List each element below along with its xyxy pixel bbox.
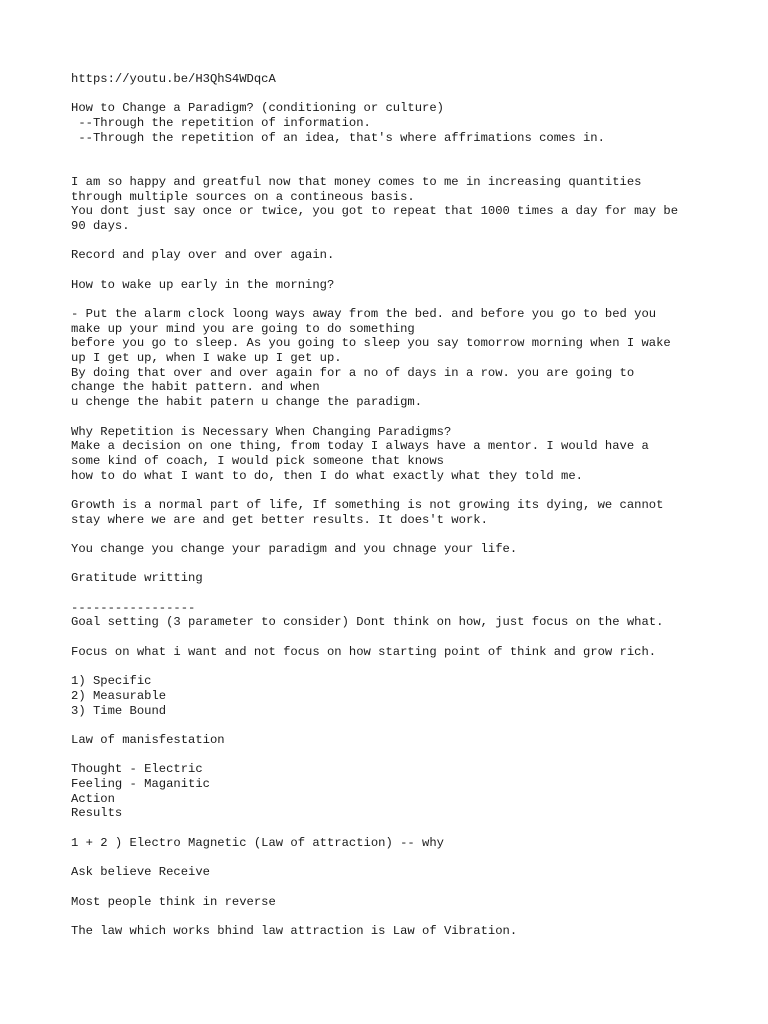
blank-line	[71, 718, 711, 733]
blank-line	[71, 527, 711, 542]
criteria-item: 3) Time Bound	[71, 703, 167, 718]
goal-text: Goal setting (3 parameter to consider) Dont think on how, just focus on the what.	[71, 615, 664, 630]
blank-line	[71, 748, 711, 763]
manifestation-step: Thought - Electric	[71, 762, 203, 777]
wake-text: up I get up, when I wake up I get up.	[71, 351, 342, 366]
repetition-text: how to do what I want to do, then I do what exactly what they told me.	[71, 468, 583, 483]
manifestation-step: Results	[71, 806, 123, 821]
vibration-text: The law which works bhind law attraction is Law of Vibration.	[71, 923, 518, 938]
blank-line	[71, 586, 711, 601]
blank-line	[71, 630, 711, 645]
blank-line	[71, 850, 711, 865]
paradigm-point: --Through the repetition of an idea, that's where affrimations comes in.	[71, 130, 605, 145]
blank-line	[71, 410, 711, 425]
ask-text: Ask believe Receive	[71, 865, 210, 880]
repetition-text: Make a decision on one thing, from today I always have a mentor. I would have a	[71, 439, 649, 454]
blank-line	[71, 292, 711, 307]
affirmation-text: I am so happy and greatful now that money comes to me in increasing quantities	[71, 174, 642, 189]
paradigm-point: --Through the repetition of information.	[71, 116, 371, 131]
affirmation-text: through multiple sources on a contineous basis.	[71, 189, 415, 204]
wake-text: before you go to sleep. As you going to sleep you say tomorrow morning when I wake	[71, 336, 671, 351]
wake-text: make up your mind you are going to do something	[71, 321, 415, 336]
reverse-text: Most people think in reverse	[71, 894, 276, 909]
manifestation-step: Feeling - Maganitic	[71, 777, 210, 791]
divider-line: -----------------	[71, 600, 196, 615]
repetition-text: some kind of coach, I would pick someone that knows	[71, 453, 444, 468]
electro-text: 1 + 2 ) Electro Magnetic (Law of attraction) -- why	[71, 835, 444, 850]
repeat-text: You dont just say once or twice, you got to repeat that 1000 times a day for may be	[71, 204, 679, 219]
blank-line	[71, 821, 711, 836]
blank-line	[71, 880, 711, 895]
change-text: You change you change your paradigm and you chnage your life.	[71, 542, 518, 556]
document-page	[71, 72, 711, 939]
blank-line	[71, 263, 711, 278]
criteria-item: 2) Measurable	[71, 688, 167, 703]
blank-line	[71, 87, 711, 102]
wake-text: u chenge the habit patern u change the paradigm.	[71, 395, 423, 410]
wake-heading: How to wake up early in the morning?	[71, 277, 335, 292]
blank-line	[71, 234, 711, 249]
video-link[interactable]: https://youtu.be/H3QhS4WDqcA	[71, 72, 276, 86]
blank-line	[71, 660, 711, 675]
record-text: Record and play over and over again.	[71, 248, 335, 263]
repeat-text: 90 days.	[71, 218, 130, 233]
blank-line	[71, 160, 711, 175]
manifestation-step: Action	[71, 791, 115, 806]
wake-text: - Put the alarm clock loong ways away from the bed. and before you go to bed you	[71, 307, 657, 321]
repetition-heading: Why Repetition is Necessary When Changing Paradigms?	[71, 424, 452, 439]
growth-text: Growth is a normal part of life, If something is not growing its dying, we cannot	[71, 497, 664, 512]
blank-line	[71, 145, 711, 160]
wake-text: change the habit pattern. and when	[71, 380, 320, 395]
wake-text: By doing that over and over again for a no of days in a row. you are going to	[71, 365, 635, 380]
blank-line	[71, 483, 711, 498]
manifestation-heading: Law of manisfestation	[71, 732, 225, 747]
blank-line	[71, 557, 711, 572]
gratitude-text: Gratitude writting	[71, 571, 203, 586]
criteria-item: 1) Specific	[71, 674, 152, 689]
focus-text: Focus on what i want and not focus on how starting point of think and grow rich.	[71, 644, 657, 659]
paradigm-heading: How to Change a Paradigm? (conditioning or culture)	[71, 101, 444, 116]
growth-text: stay where we are and get better results. It does't work.	[71, 512, 488, 527]
blank-line	[71, 909, 711, 924]
